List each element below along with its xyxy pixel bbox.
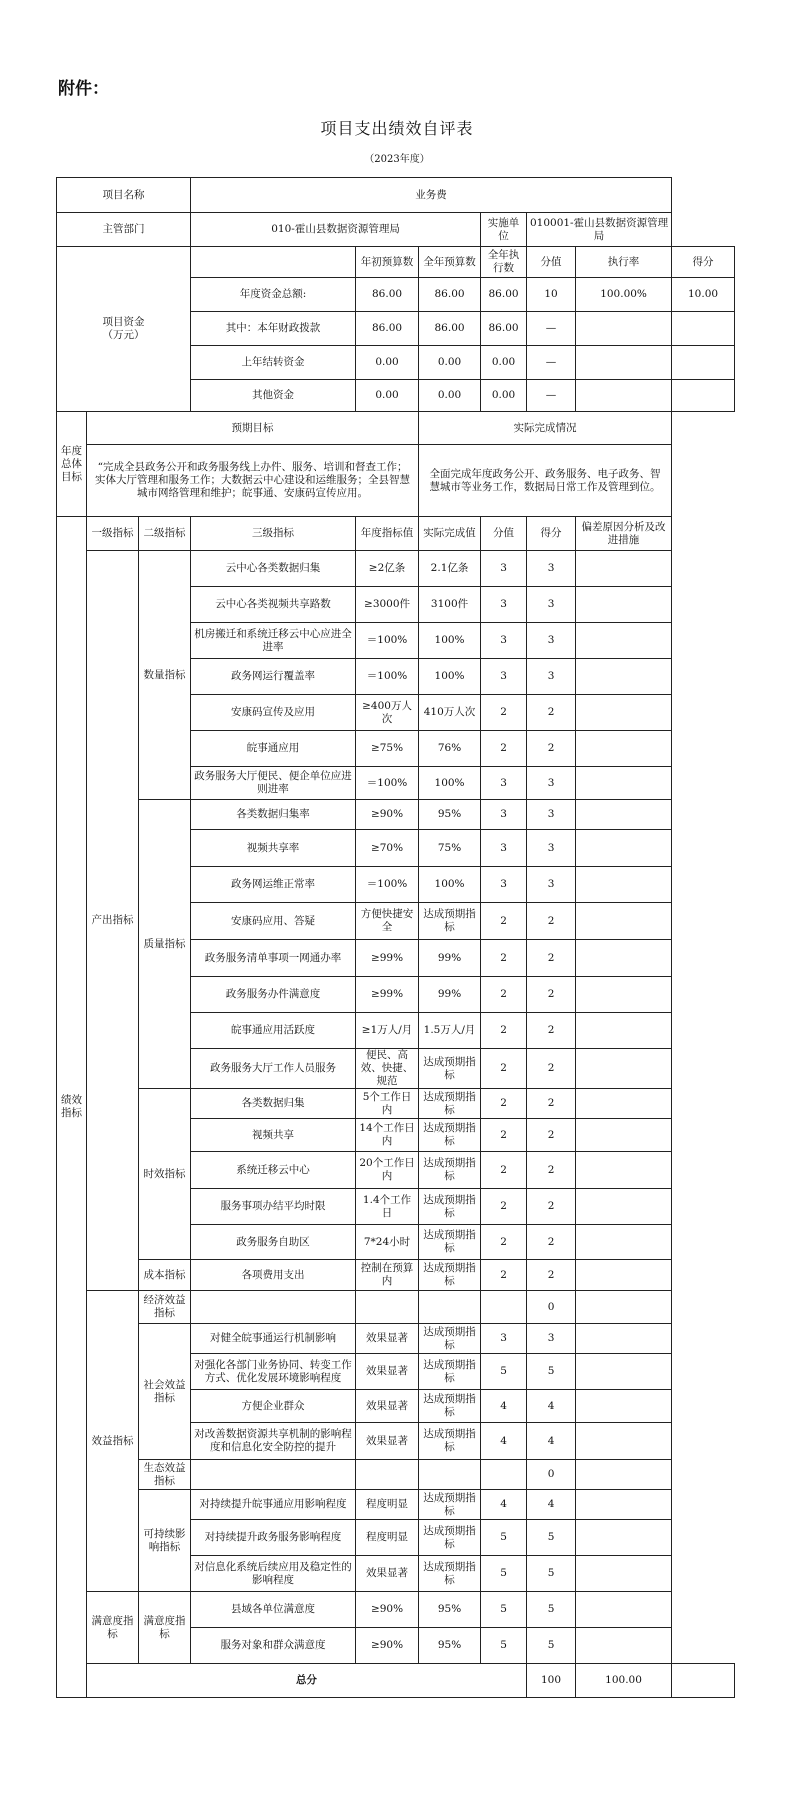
l3-indicator-name: 对持续提升政务服务影响程度 xyxy=(191,1520,356,1556)
deviation-analysis xyxy=(576,1324,672,1354)
funds-row-label: 上年结转资金 xyxy=(191,346,356,380)
deviation-analysis xyxy=(576,1260,672,1291)
l2-indicator: 可持续影响指标 xyxy=(139,1490,191,1592)
score-value: 5 xyxy=(481,1556,527,1592)
score-value: 5 xyxy=(481,1592,527,1628)
total-label: 总分 xyxy=(87,1664,527,1698)
funds-row-label: 其他资金 xyxy=(191,380,356,412)
annual-target: 效果显著 xyxy=(356,1354,419,1390)
total-score: 100.00 xyxy=(576,1664,672,1698)
annual-target: 效果显著 xyxy=(356,1390,419,1423)
deviation-analysis xyxy=(576,1189,672,1225)
impl-label: 实施单位 xyxy=(481,213,527,247)
actual-value: 达成预期指标 xyxy=(419,1556,481,1592)
funds-label: 项目资金 （万元） xyxy=(57,247,191,412)
deviation-analysis xyxy=(576,587,672,623)
dept-label: 主管部门 xyxy=(57,213,191,247)
annual-target: ≥75% xyxy=(356,731,419,767)
deviation-analysis xyxy=(576,1013,672,1049)
l3-indicator-name: 对改善数据资源共享机制的影响程度和信息化安全防控的提升 xyxy=(191,1423,356,1460)
actual-value: 达成预期指标 xyxy=(419,1119,481,1152)
l3-indicator-name: 政务服务办件满意度 xyxy=(191,977,356,1013)
l3-indicator-name: 服务事项办结平均时限 xyxy=(191,1189,356,1225)
actual-value: 达成预期指标 xyxy=(419,1189,481,1225)
actual-value: 99% xyxy=(419,940,481,977)
l2-indicator: 质量指标 xyxy=(139,800,191,1089)
score-value: 5 xyxy=(481,1354,527,1390)
score: 5 xyxy=(527,1556,576,1592)
score: 2 xyxy=(527,1089,576,1119)
perf-header: 二级指标 xyxy=(139,517,191,551)
score: 3 xyxy=(527,551,576,587)
l3-indicator-name xyxy=(191,1460,356,1490)
deviation-analysis xyxy=(576,1225,672,1260)
score: 2 xyxy=(527,1225,576,1260)
funds-cell: 86.00 xyxy=(356,312,419,346)
deviation-analysis xyxy=(576,800,672,830)
deviation-analysis xyxy=(576,903,672,940)
annual-target xyxy=(356,1460,419,1490)
perf-header: 分值 xyxy=(481,517,527,551)
l3-indicator-name: 对信息化系统后续应用及稳定性的影响程度 xyxy=(191,1556,356,1592)
l2-indicator: 满意度指标 xyxy=(139,1592,191,1664)
score: 5 xyxy=(527,1592,576,1628)
l3-indicator-name: 皖事通应用 xyxy=(191,731,356,767)
score: 2 xyxy=(527,1152,576,1189)
l2-indicator: 生态效益指标 xyxy=(139,1460,191,1490)
actual-value: 达成预期指标 xyxy=(419,1520,481,1556)
funds-cell: 86.00 xyxy=(419,312,481,346)
funds-header: 得分 xyxy=(672,247,735,278)
score-value: 3 xyxy=(481,830,527,867)
total-score-value: 100 xyxy=(527,1664,576,1698)
score-value: 3 xyxy=(481,767,527,800)
annual-target: ≥90% xyxy=(356,1628,419,1664)
score-value: 5 xyxy=(481,1520,527,1556)
l1-indicator: 满意度指标 xyxy=(87,1592,139,1664)
actual-value: 达成预期指标 xyxy=(419,1423,481,1460)
deviation-analysis xyxy=(576,1354,672,1390)
annual-target: ≥90% xyxy=(356,1592,419,1628)
l3-indicator-name: 各类数据归集 xyxy=(191,1089,356,1119)
score-value: 4 xyxy=(481,1390,527,1423)
actual-value: 100% xyxy=(419,767,481,800)
annual-target: 7*24小时 xyxy=(356,1225,419,1260)
deviation-analysis xyxy=(576,1490,672,1520)
l1-indicator: 效益指标 xyxy=(87,1291,139,1592)
expected-goal-header: 预期目标 xyxy=(87,412,419,445)
score-value: 2 xyxy=(481,1189,527,1225)
score-value: 2 xyxy=(481,1119,527,1152)
funds-cell: 10 xyxy=(527,278,576,312)
score-value: 3 xyxy=(481,659,527,695)
score: 3 xyxy=(527,867,576,903)
l3-indicator-name: 政务网运维正常率 xyxy=(191,867,356,903)
annual-target: ≥2亿条 xyxy=(356,551,419,587)
score-value: 2 xyxy=(481,977,527,1013)
annual-target: 效果显著 xyxy=(356,1324,419,1354)
score: 3 xyxy=(527,767,576,800)
score-value xyxy=(481,1460,527,1490)
score: 2 xyxy=(527,940,576,977)
deviation-analysis xyxy=(576,1291,672,1324)
score-value: 2 xyxy=(481,1049,527,1089)
perf-header: 实际完成值 xyxy=(419,517,481,551)
funds-cell: — xyxy=(527,346,576,380)
actual-value: 达成预期指标 xyxy=(419,1490,481,1520)
actual-value: 3100件 xyxy=(419,587,481,623)
score: 2 xyxy=(527,1119,576,1152)
funds-cell: 0.00 xyxy=(419,380,481,412)
deviation-analysis xyxy=(576,1152,672,1189)
l3-indicator-name: 服务对象和群众满意度 xyxy=(191,1628,356,1664)
l1-indicator: 产出指标 xyxy=(87,551,139,1291)
funds-cell xyxy=(672,346,735,380)
deviation-analysis xyxy=(576,940,672,977)
score: 2 xyxy=(527,695,576,731)
funds-header: 执行率 xyxy=(576,247,672,278)
deviation-analysis xyxy=(576,977,672,1013)
score: 5 xyxy=(527,1354,576,1390)
deviation-analysis xyxy=(576,1423,672,1460)
actual-value: 95% xyxy=(419,1592,481,1628)
l3-indicator-name: 县域各单位满意度 xyxy=(191,1592,356,1628)
score: 2 xyxy=(527,1049,576,1089)
score: 3 xyxy=(527,587,576,623)
actual-value: 75% xyxy=(419,830,481,867)
score-value: 5 xyxy=(481,1628,527,1664)
funds-cell: 0.00 xyxy=(356,346,419,380)
l3-indicator-name: 安康码宣传及应用 xyxy=(191,695,356,731)
total-deviation xyxy=(672,1664,735,1698)
score: 2 xyxy=(527,977,576,1013)
funds-cell: — xyxy=(527,380,576,412)
deviation-analysis xyxy=(576,1556,672,1592)
score-value: 2 xyxy=(481,731,527,767)
score-value: 2 xyxy=(481,940,527,977)
deviation-analysis xyxy=(576,830,672,867)
funds-cell: — xyxy=(527,312,576,346)
l3-indicator-name: 方便企业群众 xyxy=(191,1390,356,1423)
l2-indicator: 数量指标 xyxy=(139,551,191,800)
score: 2 xyxy=(527,1189,576,1225)
funds-cell xyxy=(576,312,672,346)
l3-indicator-name: 对健全皖事通运行机制影响 xyxy=(191,1324,356,1354)
funds-cell: 86.00 xyxy=(356,278,419,312)
annual-target xyxy=(356,1291,419,1324)
score-value: 2 xyxy=(481,695,527,731)
score: 3 xyxy=(527,1324,576,1354)
annual-target: 程度明显 xyxy=(356,1520,419,1556)
l3-indicator-name: 系统迁移云中心 xyxy=(191,1152,356,1189)
l3-indicator-name: 政务服务大厅工作人员服务 xyxy=(191,1049,356,1089)
impl-value: 010001-霍山县数据资源管理局 xyxy=(527,213,672,247)
score: 3 xyxy=(527,800,576,830)
annual-target: ≥99% xyxy=(356,940,419,977)
actual-value: 100% xyxy=(419,659,481,695)
score: 3 xyxy=(527,659,576,695)
funds-cell: 10.00 xyxy=(672,278,735,312)
l3-indicator-name: 对强化各部门业务协同、转变工作方式、优化发展环境影响程度 xyxy=(191,1354,356,1390)
funds-cell xyxy=(672,380,735,412)
funds-cell xyxy=(672,312,735,346)
actual-value: 1.5万人/月 xyxy=(419,1013,481,1049)
funds-cell: 86.00 xyxy=(481,312,527,346)
actual-value xyxy=(419,1460,481,1490)
funds-cell: 0.00 xyxy=(481,346,527,380)
l3-indicator-name: 皖事通应用活跃度 xyxy=(191,1013,356,1049)
deviation-analysis xyxy=(576,1049,672,1089)
deviation-analysis xyxy=(576,695,672,731)
score-value: 3 xyxy=(481,587,527,623)
actual-value: 99% xyxy=(419,977,481,1013)
actual-value: 达成预期指标 xyxy=(419,903,481,940)
score: 2 xyxy=(527,1260,576,1291)
annual-target: ≥70% xyxy=(356,830,419,867)
score-value: 3 xyxy=(481,800,527,830)
deviation-analysis xyxy=(576,659,672,695)
funds-cell: 100.00% xyxy=(576,278,672,312)
annual-target: 程度明显 xyxy=(356,1490,419,1520)
perf-header: 偏差原因分析及改进措施 xyxy=(576,517,672,551)
score: 2 xyxy=(527,1013,576,1049)
annual-target: ≥3000件 xyxy=(356,587,419,623)
actual-value: 达成预期指标 xyxy=(419,1354,481,1390)
deviation-analysis xyxy=(576,623,672,659)
score-value: 2 xyxy=(481,1152,527,1189)
funds-header: 全年预算数 xyxy=(419,247,481,278)
dept-value: 010-霍山县数据资源管理局 xyxy=(191,213,481,247)
score-value: 3 xyxy=(481,623,527,659)
l3-indicator-name: 视频共享 xyxy=(191,1119,356,1152)
funds-cell: 0.00 xyxy=(481,380,527,412)
actual-result-text: 全面完成年度政务公开、政务服务、电子政务、智慧城市等业务工作，数据局日常工作及管理到位。 xyxy=(419,445,672,517)
funds-cell: 86.00 xyxy=(419,278,481,312)
year-label: （2023年度） xyxy=(364,154,430,165)
score-value: 3 xyxy=(481,867,527,903)
funds-cell: 0.00 xyxy=(356,380,419,412)
score-value: 4 xyxy=(481,1490,527,1520)
expected-goal-text: “完成全县政务公开和政务服务线上办件、服务、培训和督查工作；实体大厅管理和服务工作；大数据云中心建设和运维服务；全县智慧城市网络管理和维护；皖事通、安康码宣传应用。 xyxy=(87,445,419,517)
perf-header: 年度指标值 xyxy=(356,517,419,551)
funds-row-label: 其中：本年财政拨款 xyxy=(191,312,356,346)
l3-indicator-name: 政务服务大厅便民、便企单位应进则进率 xyxy=(191,767,356,800)
score: 2 xyxy=(527,731,576,767)
l3-indicator-name: 机房搬迁和系统迁移云中心应进全进率 xyxy=(191,623,356,659)
l3-indicator-name: 政务服务自助区 xyxy=(191,1225,356,1260)
funds-header: 分值 xyxy=(527,247,576,278)
score: 3 xyxy=(527,623,576,659)
annual-target: 20个工作日内 xyxy=(356,1152,419,1189)
l2-indicator: 经济效益指标 xyxy=(139,1291,191,1324)
funds-cell: 0.00 xyxy=(419,346,481,380)
actual-value: 95% xyxy=(419,800,481,830)
score-value xyxy=(481,1291,527,1324)
deviation-analysis xyxy=(576,1628,672,1664)
actual-value: 达成预期指标 xyxy=(419,1089,481,1119)
annual-target: ＝100% xyxy=(356,623,419,659)
self-evaluation-table xyxy=(56,177,735,1698)
deviation-analysis xyxy=(576,731,672,767)
score-value: 2 xyxy=(481,1260,527,1291)
deviation-analysis xyxy=(576,1119,672,1152)
score-value: 2 xyxy=(481,1225,527,1260)
deviation-analysis xyxy=(576,1592,672,1628)
score: 0 xyxy=(527,1291,576,1324)
annual-target: 14个工作日内 xyxy=(356,1119,419,1152)
score-value: 3 xyxy=(481,551,527,587)
annual-target: ≥99% xyxy=(356,977,419,1013)
actual-value: 达成预期指标 xyxy=(419,1049,481,1089)
score: 2 xyxy=(527,903,576,940)
actual-value: 410万人次 xyxy=(419,695,481,731)
funds-header-blank xyxy=(191,247,356,278)
deviation-analysis xyxy=(576,867,672,903)
l3-indicator-name xyxy=(191,1291,356,1324)
funds-row-label: 年度资金总额: xyxy=(191,278,356,312)
annual-target: 方便快捷安全 xyxy=(356,903,419,940)
annual-target: ≥400万人次 xyxy=(356,695,419,731)
score-value: 2 xyxy=(481,1089,527,1119)
deviation-analysis xyxy=(576,1520,672,1556)
annual-target: ≥90% xyxy=(356,800,419,830)
deviation-analysis xyxy=(576,1460,672,1490)
annual-target: 5个工作日内 xyxy=(356,1089,419,1119)
score: 4 xyxy=(527,1490,576,1520)
annual-target: ≥1万人/月 xyxy=(356,1013,419,1049)
l3-indicator-name: 云中心各类视频共享路数 xyxy=(191,587,356,623)
score-value: 2 xyxy=(481,903,527,940)
actual-value: 达成预期指标 xyxy=(419,1260,481,1291)
score-value: 3 xyxy=(481,1324,527,1354)
funds-cell xyxy=(576,346,672,380)
l3-indicator-name: 各项费用支出 xyxy=(191,1260,356,1291)
l3-indicator-name: 安康码应用、答疑 xyxy=(191,903,356,940)
actual-value: 95% xyxy=(419,1628,481,1664)
perf-header: 三级指标 xyxy=(191,517,356,551)
l3-indicator-name: 各类数据归集率 xyxy=(191,800,356,830)
l3-indicator-name: 政务服务清单事项一网通办率 xyxy=(191,940,356,977)
project-name-label: 项目名称 xyxy=(57,178,191,213)
actual-value: 100% xyxy=(419,623,481,659)
actual-value: 100% xyxy=(419,867,481,903)
l2-indicator: 成本指标 xyxy=(139,1260,191,1291)
actual-value: 2.1亿条 xyxy=(419,551,481,587)
actual-value: 达成预期指标 xyxy=(419,1324,481,1354)
l3-indicator-name: 对持续提升皖事通应用影响程度 xyxy=(191,1490,356,1520)
page-title: 项目支出绩效自评表 xyxy=(320,119,474,138)
project-name-value: 业务费 xyxy=(191,178,672,213)
funds-cell: 86.00 xyxy=(481,278,527,312)
actual-value: 达成预期指标 xyxy=(419,1225,481,1260)
actual-value: 达成预期指标 xyxy=(419,1152,481,1189)
perf-header: 一级指标 xyxy=(87,517,139,551)
goals-side-label: 年度总体目标 xyxy=(57,412,87,517)
score: 5 xyxy=(527,1520,576,1556)
funds-cell xyxy=(576,380,672,412)
annual-target: ＝100% xyxy=(356,659,419,695)
l2-indicator: 时效指标 xyxy=(139,1089,191,1260)
l3-indicator-name: 云中心各类数据归集 xyxy=(191,551,356,587)
funds-header: 年初预算数 xyxy=(356,247,419,278)
actual-value: 达成预期指标 xyxy=(419,1390,481,1423)
score: 5 xyxy=(527,1628,576,1664)
deviation-analysis xyxy=(576,551,672,587)
annual-target: 便民、高效、快捷、规范 xyxy=(356,1049,419,1089)
funds-header: 全年执行数 xyxy=(481,247,527,278)
score-value: 2 xyxy=(481,1013,527,1049)
actual-value: 76% xyxy=(419,731,481,767)
deviation-analysis xyxy=(576,767,672,800)
perf-side-label: 绩效指标 xyxy=(57,517,87,1698)
perf-header: 得分 xyxy=(527,517,576,551)
annual-target: ＝100% xyxy=(356,867,419,903)
annual-target: 效果显著 xyxy=(356,1423,419,1460)
deviation-analysis xyxy=(576,1390,672,1423)
annual-target: 控制在预算内 xyxy=(356,1260,419,1291)
score: 4 xyxy=(527,1390,576,1423)
score-value: 4 xyxy=(481,1423,527,1460)
deviation-analysis xyxy=(576,1089,672,1119)
attachment-label: 附件： xyxy=(58,79,109,99)
annual-target: ＝100% xyxy=(356,767,419,800)
score: 4 xyxy=(527,1423,576,1460)
actual-value xyxy=(419,1291,481,1324)
actual-result-header: 实际完成情况 xyxy=(419,412,672,445)
annual-target: 1.4个工作日 xyxy=(356,1189,419,1225)
score: 0 xyxy=(527,1460,576,1490)
l2-indicator: 社会效益指标 xyxy=(139,1324,191,1460)
l3-indicator-name: 政务网运行覆盖率 xyxy=(191,659,356,695)
annual-target: 效果显著 xyxy=(356,1556,419,1592)
l3-indicator-name: 视频共享率 xyxy=(191,830,356,867)
score: 3 xyxy=(527,830,576,867)
